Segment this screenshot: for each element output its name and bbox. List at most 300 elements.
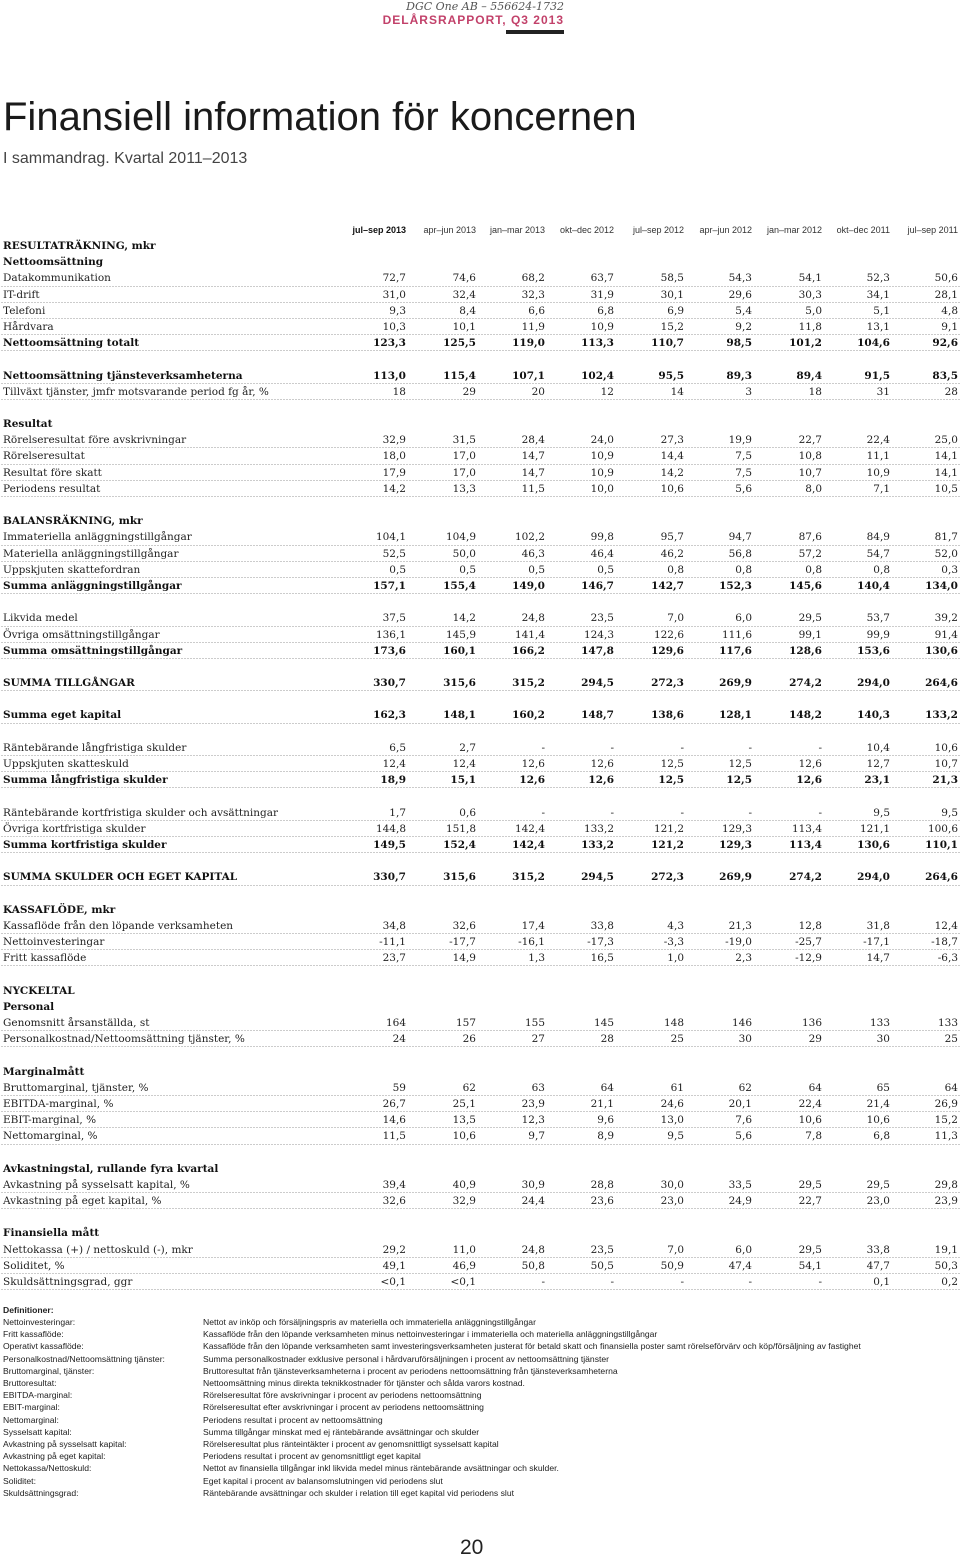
table-cell: 14,2 [382,482,406,495]
row-label: Räntebärande långfristiga skulder [3,741,187,754]
table-cell: 32,9 [452,1195,476,1208]
table-cell: 160,2 [512,709,545,722]
table-cell: - [818,806,822,819]
definition-description: Periodens resultat i procent av nettoomsättning [203,1414,383,1425]
table-row [0,1258,960,1274]
table-cell: 30,0 [660,1178,684,1191]
definition-description: Rörelseresultat efter avskrivningar i procent av periodens nettoomsättning [203,1402,484,1413]
definition-description: Bruttoresultat från tjänsteverksamheterna i procent av periodens nettoomsättning från tjänsteverksamheterna [203,1365,618,1376]
table-cell: 14,4 [660,450,684,463]
table-cell: 98,5 [726,337,752,350]
definition-item [3,1475,953,1487]
table-cell: 155 [524,1017,545,1029]
table-cell: 12 [600,385,614,398]
table-cell: 129,3 [721,822,752,835]
table-cell: 5,6 [735,1130,752,1143]
row-label: Genomsnitt årsanställda, st [3,1017,150,1029]
table-row [0,869,960,885]
row-label: Rörelseresultat före avskrivningar [3,434,187,447]
row-label: Summa långfristiga skulder [3,774,168,787]
row-label: NYCKELTAL [3,984,75,997]
table-cell: 152,3 [719,579,752,592]
definition-item [3,1316,953,1328]
definition-item [3,1438,953,1450]
row-label: Summa eget kapital [3,709,122,722]
table-cell: 10,7 [934,758,958,770]
row-label: Nettomarginal, % [3,1130,98,1143]
table-cell: 10,5 [934,482,958,495]
row-label: Tillväxt tjänster, jmfr motsvarande period fg år, % [3,385,269,398]
row-label: Resultat [3,418,53,431]
table-cell: 26,9 [934,1097,958,1110]
table-cell: 63,7 [590,272,614,285]
table-cell: 6,0 [735,612,752,625]
table-cell: 15,2 [660,320,684,333]
row-label: Likvida medel [3,612,78,625]
table-cell: 117,6 [719,644,752,657]
table-cell: 5,4 [735,304,752,317]
table-cell: - [680,1276,684,1288]
spacer-row [0,659,960,675]
table-cell: 101,2 [789,337,822,350]
table-cell: 0,6 [459,806,476,819]
table-cell: 330,7 [373,871,406,884]
table-cell: 6,6 [528,304,545,317]
table-cell: 151,8 [445,822,476,835]
table-cell: 46,9 [452,1259,476,1272]
table-cell: 22,7 [798,434,822,447]
table-cell: 133,2 [581,838,614,851]
table-cell: 50,8 [521,1259,545,1272]
row-label: Nettoomsättning [3,256,104,269]
table-cell: 54,3 [728,272,752,285]
table-cell: 162,3 [373,709,406,722]
table-row [0,481,960,497]
table-cell: 5,0 [805,304,822,317]
table-cell: 29,2 [382,1243,406,1256]
table-cell: 52,5 [382,547,406,560]
table-cell: 14,1 [934,466,958,479]
table-cell: 110,1 [925,838,958,851]
table-cell: 6,8 [597,304,614,317]
table-cell: 21,3 [932,774,958,787]
table-cell: 25 [670,1033,684,1046]
row-label: Soliditet, % [3,1259,65,1272]
table-cell: 87,6 [798,531,822,544]
table-cell: 9,2 [735,320,752,333]
table-cell: 46,4 [590,547,614,560]
table-cell: 29 [808,1033,822,1046]
table-cell: 152,4 [443,838,476,851]
table-cell: 14,7 [866,952,890,965]
table-row [0,1128,960,1144]
table-cell: 111,6 [721,628,752,641]
table-cell: 23,6 [590,1195,614,1208]
definition-term: EBITDA-marginal: [3,1390,73,1401]
column-header: jul–sep 2012 [632,225,684,235]
table-cell: 13,0 [660,1114,684,1127]
table-cell: 102,4 [581,369,614,382]
table-cell: 68,2 [521,272,545,285]
row-label: Kassaflöde från den löpande verksamheten [3,919,234,932]
table-cell: 315,2 [512,871,545,884]
column-header: okt–dec 2011 [836,225,890,235]
definition-description: Rörelseresultat plus ränteintäkter i procent av genomsnittligt sysselsatt kapital [203,1439,499,1450]
table-cell: 39,4 [382,1178,406,1191]
table-cell: 59 [392,1081,406,1094]
table-cell: 57,2 [798,547,822,560]
row-label: BALANSRÄKNING, mkr [3,515,143,528]
table-row [0,529,960,545]
table-cell: 115,4 [443,369,476,382]
definition-term: Sysselsatt kapital: [3,1426,72,1437]
table-row [0,287,960,303]
spacer-row [0,1047,960,1063]
row-label: Materiella anläggningstillgångar [3,547,179,560]
table-cell: 119,0 [512,337,545,350]
table-cell: - [541,806,545,819]
definition-description: Nettot av inköp och försäljningspris av materiella och immateriella anläggningstillgångar [203,1317,536,1327]
table-cell: 149,5 [373,838,406,851]
definition-item [3,1340,953,1352]
column-header: okt–dec 2012 [559,225,614,235]
table-cell: 21,3 [728,919,752,932]
table-cell: 40,9 [452,1178,476,1191]
column-header: jul–sep 2013 [352,225,406,235]
report-title: DELÅRSRAPPORT, Q3 2013 [382,13,564,27]
table-cell: 9,7 [528,1130,545,1143]
table-cell: 113,4 [791,822,822,835]
table-cell: 8,9 [597,1130,614,1143]
spacer-row [0,691,960,707]
definition-term: Soliditet: [3,1475,36,1486]
table-cell: 27,3 [660,434,684,447]
table-cell: 7,5 [735,450,752,463]
table-cell: 52,3 [866,272,890,285]
table-cell: 107,1 [512,369,545,382]
table-cell: 104,6 [857,337,890,350]
table-cell: 28 [944,385,958,398]
table-cell: 12,5 [660,758,684,770]
row-label: Marginalmått [3,1065,85,1078]
table-cell: 26 [462,1033,476,1046]
table-cell: 24,0 [590,434,614,447]
table-cell: 315,6 [443,677,476,690]
table-cell: 21,4 [866,1097,890,1110]
table-cell: 26,7 [382,1097,406,1110]
table-cell: 6,5 [389,741,406,754]
table-cell: - [680,806,684,819]
table-cell: 1,0 [667,952,684,965]
table-cell: 29,6 [728,288,752,301]
row-label: RESULTATRÄKNING, mkr [3,240,156,252]
table-cell: 30 [738,1033,752,1046]
table-cell: 164 [385,1017,406,1029]
table-cell: 54,1 [798,272,822,285]
table-cell: 14,2 [452,612,476,625]
table-cell: 145 [593,1017,614,1029]
table-cell: 10,9 [590,466,614,479]
table-cell: <0,1 [450,1276,476,1288]
table-cell: 7,0 [667,612,684,625]
table-row [0,1177,960,1193]
spacer-row [0,400,960,416]
table-cell: 94,7 [728,531,752,544]
table-cell: 0,8 [873,563,890,576]
table-cell: -3,3 [663,936,684,949]
table-cell: 10,0 [590,482,614,495]
row-label: Uppskjuten skatteskuld [3,758,129,770]
table-row [0,432,960,448]
table-row [0,756,960,772]
table-cell: 146,7 [581,579,614,592]
spacer-row [0,966,960,982]
table-cell: 121,1 [859,822,890,835]
table-cell: 95,5 [658,369,684,382]
company-name: DGC One AB – 556624-1732 [406,0,564,13]
row-label: KASSAFLÖDE, mkr [3,903,116,916]
table-cell: 65 [876,1081,890,1094]
definition-item [3,1487,953,1499]
table-cell: -17,1 [863,936,890,949]
table-cell: 11,5 [521,482,545,495]
table-cell: 29,5 [798,1243,822,1256]
table-cell: 12,6 [798,758,822,770]
table-cell: 28,1 [934,288,958,301]
table-cell: 92,6 [932,337,958,350]
table-cell: 142,4 [512,838,545,851]
definition-term: Nettomarginal: [3,1414,59,1425]
table-cell: 95,7 [660,531,684,544]
table-row [0,675,960,691]
table-row [0,918,960,934]
table-cell: 315,6 [443,871,476,884]
table-cell: 46,2 [660,547,684,560]
page-subtitle: I sammandrag. Kvartal 2011–2013 [3,150,248,167]
row-label: Skuldsättningsgrad, ggr [3,1276,133,1288]
definition-description: Kassaflöde från den löpande verksamheten samt investeringsverksamheten justerat för betald skatt och finansiella poster samt rörelseförvärv och köp/försäljning av fastighet [203,1341,861,1352]
table-cell: 2,7 [459,741,476,754]
table-cell: 8,0 [805,482,822,495]
table-cell: 23,5 [590,612,614,625]
table-row [0,1112,960,1128]
table-cell: 4,8 [941,304,958,317]
table-cell: 136 [801,1017,822,1029]
table-cell: - [748,806,752,819]
table-cell: 274,2 [789,677,822,690]
definition-term: Bruttoresultat: [3,1378,57,1389]
definition-term: Fritt kassaflöde: [3,1329,64,1340]
table-cell: 9,5 [873,806,890,819]
spacer-row [0,351,960,367]
table-cell: 31 [876,385,890,398]
table-cell: 63 [531,1081,545,1094]
table-cell: 145,6 [789,579,822,592]
table-cell: 30 [876,1033,890,1046]
table-cell: -25,7 [795,936,822,949]
table-cell: 10,4 [866,741,890,754]
table-cell: 72,7 [382,272,406,285]
definition-term: Bruttomarginal, tjänster: [3,1365,95,1376]
spacer-row [0,724,960,740]
row-label: Telefoni [3,304,46,317]
table-body [0,238,960,1290]
table-cell: 99,8 [590,531,614,544]
row-label: Summa anläggningstillgångar [3,579,182,592]
section-heading [0,1161,960,1177]
definition-item [3,1389,953,1401]
definition-term: Personalkostnad/Nettoomsättning tjänster: [3,1353,165,1364]
table-row [0,1274,960,1290]
definitions [3,1304,953,1499]
table-cell: 10,7 [798,466,822,479]
table-cell: 102,2 [514,531,545,544]
table-cell: 17,4 [521,919,545,932]
table-cell: 33,5 [728,1178,752,1191]
section-heading [0,1064,960,1080]
table-cell: 10,3 [382,320,406,333]
table-cell: -19,0 [725,936,752,949]
table-cell: 99,1 [798,628,822,641]
table-cell: 18,9 [380,774,406,787]
table-cell: 141,4 [514,628,545,641]
table-cell: 17,0 [452,466,476,479]
table-cell: 110,7 [651,337,684,350]
table-cell: 11,9 [521,320,545,333]
row-label: Övriga kortfristiga skulder [3,822,146,835]
definitions-title: Definitioner: [3,1305,54,1315]
table-cell: 29,5 [866,1178,890,1191]
table-cell: 148,2 [789,709,822,722]
table-cell: 25 [944,1033,958,1046]
table-cell: 11,1 [866,450,890,463]
section-heading [0,513,960,529]
table-cell: 53,7 [866,612,890,625]
row-label: Periodens resultat [3,482,101,495]
section-heading [0,999,960,1015]
table-cell: 0,8 [667,563,684,576]
table-cell: 89,4 [796,369,822,382]
table-cell: 274,2 [789,871,822,884]
table-cell: 91,5 [864,369,890,382]
table-cell: - [748,1276,752,1288]
table-cell: 50,3 [934,1259,958,1272]
row-label: Avkastningstal, rullande fyra kvartal [3,1162,219,1175]
table-cell: 294,0 [857,677,890,690]
row-label: SUMMA TILLGÅNGAR [3,677,135,690]
table-cell: 23,0 [866,1195,890,1208]
row-label: Finansiella mått [3,1227,100,1240]
table-cell: 0,2 [941,1276,958,1288]
table-cell: 23,5 [590,1243,614,1256]
table-cell: 15,1 [450,774,476,787]
table-cell: 24,9 [728,1195,752,1208]
table-cell: 14,9 [452,952,476,965]
column-header: apr–jun 2012 [699,225,752,235]
row-label: Hårdvara [3,320,54,333]
table-cell: 0,8 [735,563,752,576]
row-label: Nettoinvesteringar [3,936,105,949]
table-cell: 113,3 [581,337,614,350]
table-cell: 272,3 [651,677,684,690]
definition-term: Nettoinvesteringar: [3,1317,76,1327]
table-cell: 130,6 [857,838,890,851]
table-row [0,1242,960,1258]
table-cell: 123,3 [373,337,406,350]
table-cell: 128,6 [789,644,822,657]
table-cell: 134,0 [925,579,958,592]
table-cell: 157 [455,1017,476,1029]
table-cell: 50,9 [660,1259,684,1272]
section-heading [0,416,960,432]
table-cell: -17,7 [449,936,476,949]
table-row [0,610,960,626]
table-cell: 1,3 [528,952,545,965]
table-row [0,1096,960,1112]
table-cell: 121,2 [653,822,684,835]
table-cell: 122,6 [653,628,684,641]
table-cell: 61 [670,1081,684,1094]
row-label: Avkastning på eget kapital, % [3,1195,162,1208]
table-cell: - [610,1276,614,1288]
table-cell: 7,8 [805,1130,822,1143]
table-cell: 50,6 [934,272,958,285]
table-cell: 129,6 [651,644,684,657]
table-cell: 29,5 [798,1178,822,1191]
section-heading [0,902,960,918]
table-cell: 129,3 [719,838,752,851]
table-cell: 14,1 [934,450,958,463]
table-cell: 128,1 [719,709,752,722]
table-row [0,562,960,578]
table-cell: - [748,741,752,754]
table-cell: 31,5 [452,434,476,447]
spacer-row [0,853,960,869]
table-cell: 0,5 [597,563,614,576]
table-cell: 0,8 [805,563,822,576]
row-label: Summa kortfristiga skulder [3,838,167,851]
table-cell: 91,4 [934,628,958,641]
table-cell: 15,2 [934,1114,958,1127]
section-heading [0,254,960,270]
table-cell: 7,6 [735,1114,752,1127]
table-cell: 12,4 [382,758,406,770]
table-cell: 124,3 [583,628,614,641]
definition-term: Operativt kassaflöde: [3,1341,84,1352]
table-cell: 3 [745,385,752,398]
row-label: Räntebärande kortfristiga skulder och avsättningar [3,806,278,819]
definition-description: Nettot av finansiella tillgångar inkl likvida medel minus räntebärande avsättningar och skulder. [203,1463,559,1474]
table-cell: 62 [738,1081,752,1094]
table-cell: 34,1 [866,288,890,301]
table-cell: 32,6 [382,1195,406,1208]
table-cell: - [818,1276,822,1288]
table-cell: 7,5 [735,466,752,479]
row-label: IT-drift [3,288,40,301]
table-cell: 16,5 [590,952,614,965]
table-cell: 10,9 [590,450,614,463]
table-cell: 6,9 [667,304,684,317]
section-heading [0,238,960,254]
table-cell: 148,1 [443,709,476,722]
table-cell: 31,9 [590,288,614,301]
table-cell: 17,0 [452,450,476,463]
table-cell: 17,9 [382,466,406,479]
page-number: 20 [460,1536,484,1559]
table-cell: 24,8 [521,612,545,625]
table-cell: 18,0 [382,450,406,463]
table-cell: 28 [600,1033,614,1046]
